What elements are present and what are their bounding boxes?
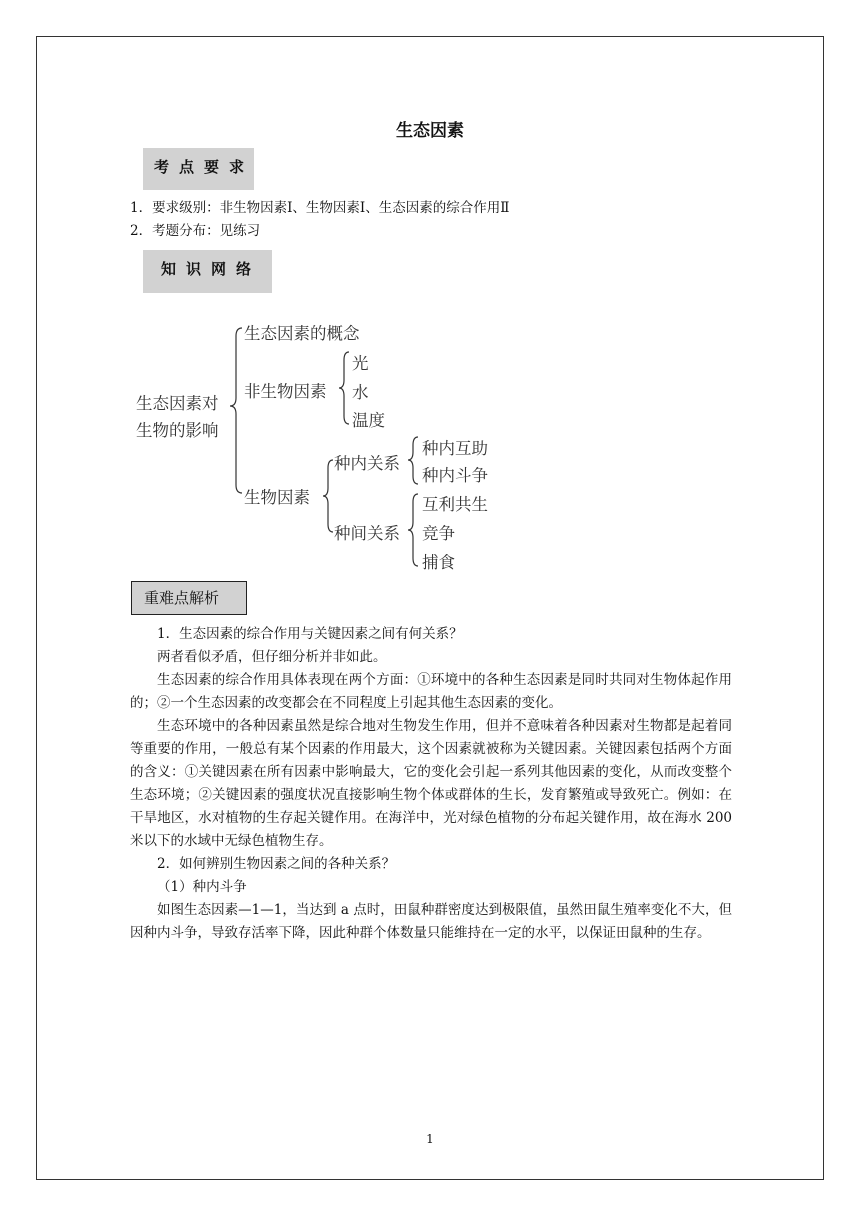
- tree-abiotic-light: 光: [352, 354, 369, 373]
- brace-inter: [408, 494, 418, 566]
- analysis-subheading: （1）种内斗争: [157, 879, 247, 895]
- analysis-paragraph: 生态因素的综合作用具体表现在两个方面：①环境中的各种生态因素是同时共同对生物体起作用的；②一个生态因素的改变都会在不同程度上引起其他生态因素的变化。: [130, 672, 732, 711]
- analysis-question-1: 1．生态因素的综合作用与关键因素之间有何关系？: [157, 626, 463, 642]
- brace-biotic: [323, 460, 333, 532]
- tree-root-line2: 生物的影响: [136, 421, 219, 440]
- analysis-question-2: 2．如何辨别生物因素之间的各种关系？: [157, 856, 396, 872]
- section-heading-network-text: 知识网络: [161, 260, 262, 278]
- analysis-body: [130, 623, 732, 945]
- section-heading-requirements-text: 考点要求: [154, 158, 255, 176]
- analysis-paragraph: 生态环境中的各种因素虽然是综合地对生物发生作用，但并不意味着各种因素对生物都是起着同等重要的作用，一般总有某个因素的作用最大，这个因素就被称为关键因素。关键因素包括两个方面的含义：①关键因素在所有因素中影响最大，它的变化会引起一系列其他因素的变化，从而改变整个生态环境；②关键因素的强度状况直接影响生物个体或群体的生长，发育繁殖或导致死亡。例如：在干旱地区，水对植物的生存起关键作用。在海洋中，光对绿色植物的分布起关键作用，故在海水 200 米以下的水域中无绿色植物生存。: [130, 718, 732, 849]
- tree-abiotic-temperature: 温度: [352, 411, 385, 430]
- brace-abiotic: [339, 352, 349, 424]
- brace-intra: [408, 437, 418, 484]
- tree-biotic: 生物因素: [244, 488, 310, 507]
- tree-root-line1: 生态因素对: [136, 394, 219, 413]
- tree-inter: 种间关系: [334, 524, 400, 543]
- tree-abiotic: 非生物因素: [244, 382, 327, 401]
- tree-inter-predation: 捕食: [422, 553, 455, 572]
- tree-intra-help: 种内互助: [422, 439, 488, 458]
- tree-intra: 种内关系: [334, 454, 400, 473]
- requirement-item: 2．考题分布：见练习: [130, 223, 261, 239]
- page-number: 1: [426, 1132, 434, 1146]
- analysis-paragraph: 如图生态因素—1—1，当达到 a 点时，田鼠种群密度达到极限值，虽然田鼠生殖率变化不大，但因种内斗争，导致存活率下降，因此种群个体数量只能维持在一定的水平，以保证田鼠种的生存。: [130, 902, 732, 941]
- tree-inter-competition: 竞争: [422, 524, 455, 543]
- page-title: 生态因素: [396, 121, 464, 141]
- tree-concept: 生态因素的概念: [244, 324, 360, 343]
- tree-abiotic-water: 水: [352, 383, 369, 402]
- analysis-paragraph: 两者看似矛盾，但仔细分析并非如此。: [157, 649, 387, 665]
- tree-inter-mutualism: 互利共生: [422, 495, 488, 514]
- section-heading-analysis: 重难点解析: [131, 581, 247, 615]
- requirement-item: 1．要求级别：非生物因素Ⅰ、生物因素Ⅰ、生态因素的综合作用Ⅱ: [130, 200, 510, 216]
- tree-intra-compete: 种内斗争: [422, 466, 488, 485]
- brace-root: [230, 328, 242, 493]
